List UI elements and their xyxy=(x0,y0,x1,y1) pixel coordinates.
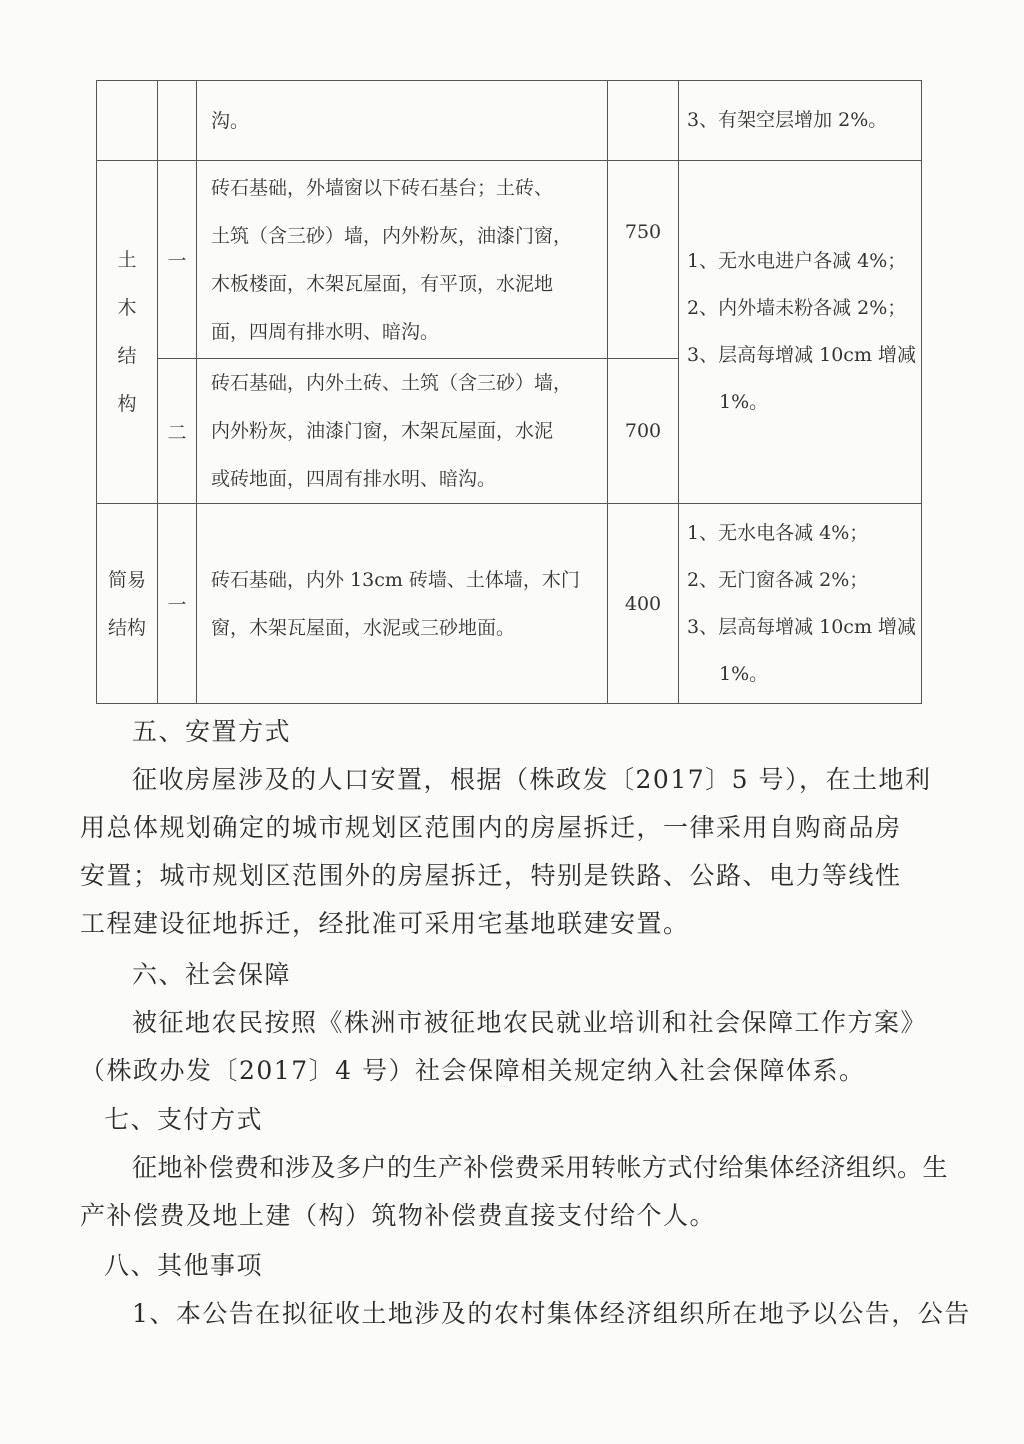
adjustment-cell xyxy=(679,161,922,504)
category-char: 木 xyxy=(117,297,137,319)
price-cell: 400 xyxy=(608,504,679,704)
paragraph-line: （株政办发〔2017〕4 号）社会保障相关规定纳入社会保障体系。 xyxy=(80,1056,866,1085)
description-line: 面，四周有排水明、暗沟。 xyxy=(211,320,440,343)
paragraph-line: 1、本公告在拟征收土地涉及的农村集体经济组织所在地予以公告，公告 xyxy=(132,1299,971,1328)
adjustment-line: 1、无水电进户各减 4%； xyxy=(687,250,907,272)
section-heading: 七、支付方式 xyxy=(104,1105,264,1134)
category-cell-tumu xyxy=(97,161,158,504)
paragraph-line: 被征地农民按照《株洲市被征地农民就业培训和社会保障工作方案》 xyxy=(132,1008,928,1037)
paragraph-line: 安置；城市规划区范围外的房屋拆迁，特别是铁路、公路、电力等线性 xyxy=(80,861,902,890)
description-line: 砖石基础，内外 13cm 砖墙、土体墙，木门 xyxy=(211,568,580,591)
adjustment-cell xyxy=(679,504,922,704)
adjustment-line: 2、内外墙未粉各减 2%； xyxy=(687,297,907,319)
description-line: 或砖地面，四周有排水明、暗沟。 xyxy=(211,468,497,490)
description-line: 木板楼面，木架瓦屋面，有平顶，水泥地 xyxy=(211,272,554,295)
description-line: 土筑（含三砂）墙，内外粉灰，油漆门窗， xyxy=(211,224,573,247)
paragraph-line: 征收房屋涉及的人口安置，根据（株政发〔2017〕5 号），在土地利 xyxy=(132,765,932,794)
category-cell-jianyi xyxy=(97,504,158,704)
grade-cell: 一 xyxy=(158,504,197,704)
paragraph-line: 产补偿费及地上建（构）筑物补偿费直接支付给个人。 xyxy=(80,1201,717,1230)
description-cell xyxy=(197,161,608,359)
category-char: 结 xyxy=(117,345,137,367)
table-row xyxy=(97,504,922,704)
adjustment-line: 3、层高每增减 10cm 增减 xyxy=(687,615,917,638)
price-cell: 700 xyxy=(608,359,679,504)
adjustment-line: 3、层高每增减 10cm 增减 xyxy=(687,344,917,366)
table-row xyxy=(97,81,922,161)
description-line: 砖石基础，外墙窗以下砖石基台；土砖、 xyxy=(211,176,554,199)
grade-cell: 二 xyxy=(158,359,197,504)
price-cell: 750 xyxy=(608,161,679,359)
adjustment-line: 1%。 xyxy=(719,662,769,685)
description-cell xyxy=(197,359,608,504)
description-line: 内外粉灰，油漆门窗，木架瓦屋面，水泥 xyxy=(211,420,554,442)
adjustment-line: 1、无水电各减 4%； xyxy=(687,521,869,544)
adjustment-cell: 3、有架空层增加 2%。 xyxy=(679,81,922,161)
description-line: 窗，木架瓦屋面，水泥或三砂地面。 xyxy=(211,616,516,639)
category-char: 简易 xyxy=(107,568,146,591)
paragraph-line: 征地补偿费和涉及多户的生产补偿费采用转帐方式付给集体经济组织。生 xyxy=(132,1153,949,1182)
paragraph-line: 工程建设征地拆迁，经批准可采用宅基地联建安置。 xyxy=(80,909,690,938)
adjustment-line: 1%。 xyxy=(719,391,769,413)
section-heading: 五、安置方式 xyxy=(132,717,292,746)
paragraph-line: 用总体规划确定的城市规划区范围内的房屋拆迁，一律采用自购商品房 xyxy=(80,813,902,842)
adjustment-line: 2、无门窗各减 2%； xyxy=(687,568,869,591)
section-heading: 八、其他事项 xyxy=(104,1251,264,1280)
category-cell xyxy=(97,81,158,161)
category-char: 构 xyxy=(117,393,137,415)
compensation-table xyxy=(96,80,922,704)
category-char: 结构 xyxy=(107,616,146,639)
section-heading: 六、社会保障 xyxy=(132,960,292,989)
table-row xyxy=(97,161,922,359)
grade-cell xyxy=(158,81,197,161)
price-cell xyxy=(608,81,679,161)
description-cell: 沟。 xyxy=(197,81,608,161)
grade-cell: 一 xyxy=(158,161,197,359)
description-line: 砖石基础，内外土砖、土筑（含三砂）墙， xyxy=(211,372,573,394)
description-cell xyxy=(197,504,608,704)
category-char: 土 xyxy=(117,249,137,271)
